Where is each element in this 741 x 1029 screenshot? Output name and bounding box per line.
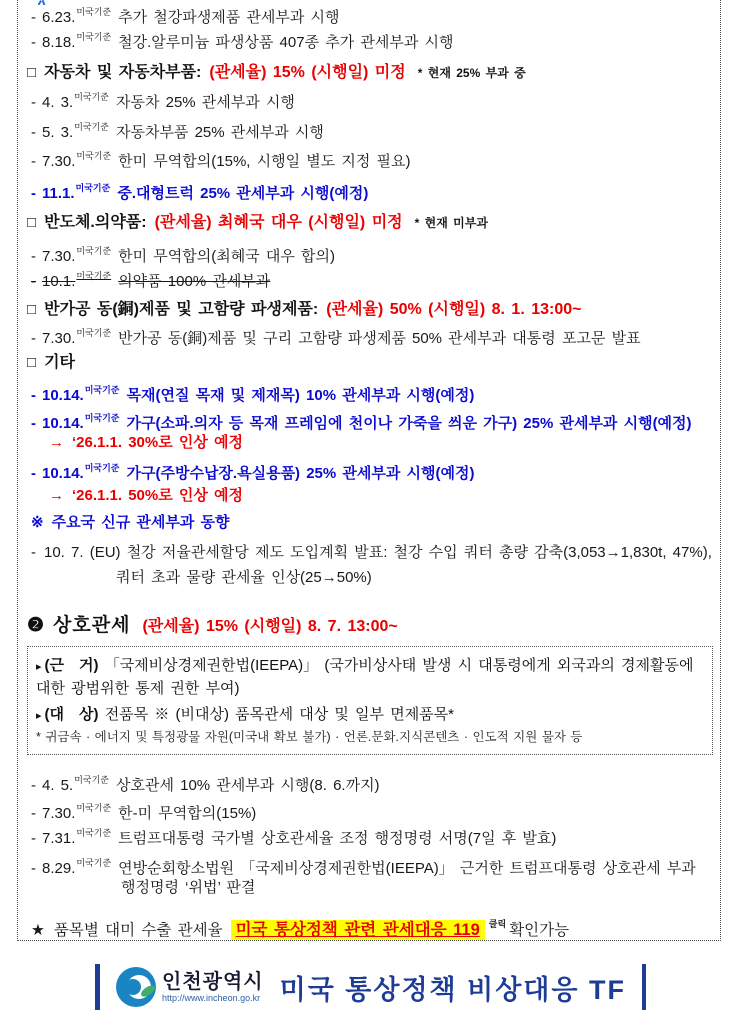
us-basis-superscript: 미국기준 bbox=[76, 7, 112, 17]
left-divider-bar bbox=[95, 964, 100, 1010]
dash: - bbox=[31, 330, 36, 347]
target-text: 전품목 ※ (비대상) 품목관세 대상 및 일부 면제품목* bbox=[104, 706, 454, 723]
dash: - bbox=[31, 153, 36, 170]
list-item-eu-line2 bbox=[116, 565, 372, 591]
item-date: 6.23. bbox=[42, 9, 76, 26]
target-label: (대 상) bbox=[44, 706, 99, 723]
item-text: 자동차 25% 관세부과 시행 bbox=[115, 94, 295, 111]
ref-text: 주요국 신규 관세부과 동향 bbox=[51, 514, 230, 531]
item-text: 가구(소파.의자 등 목재 프레임에 천이나 가죽을 씌운 가구) 25% 관세부과 시행(예정) bbox=[126, 415, 692, 432]
section-title: 자동차 및 자동차부품: bbox=[44, 64, 202, 81]
us-basis-superscript: 미국기준 bbox=[75, 183, 111, 193]
triangle-bullet-icon: ▸ bbox=[36, 710, 42, 722]
basis-text-line1: 「국제비상경제권한법(IEEPA)」 (국가비상사태 발생 시 대통령에게 외국과의 경제활동에 bbox=[104, 657, 694, 674]
section-title: 기타 bbox=[44, 354, 75, 371]
footer-title: 미국 통상정책 비상대응 TF bbox=[279, 974, 626, 1005]
dash: - bbox=[31, 273, 36, 290]
list-item-recip-0731 bbox=[31, 820, 556, 846]
us-basis-superscript: 미국기준 bbox=[74, 92, 109, 102]
section-header-semi bbox=[27, 209, 488, 237]
list-item-auto-0403 bbox=[31, 84, 295, 110]
item-text: 목재(연질 목재 및 제재목) 10% 관세부과 시행(예정) bbox=[126, 387, 475, 404]
us-basis-superscript: 미국기준 bbox=[84, 413, 120, 423]
dash: - bbox=[31, 124, 36, 141]
list-item-copper-0730 bbox=[31, 320, 641, 346]
list-item-recip-0829-line2 bbox=[121, 875, 255, 901]
list-item-auto-0730 bbox=[31, 143, 411, 169]
dash: - bbox=[31, 248, 36, 265]
list-item-auto-1101 bbox=[31, 175, 368, 201]
us-basis-superscript: 미국기준 bbox=[76, 271, 112, 281]
lookup-prefix: 품목별 대미 수출 관세율 bbox=[53, 922, 223, 939]
arrow-icon: → bbox=[49, 487, 64, 504]
item-date: 7.30. bbox=[42, 805, 76, 822]
section-tariff: (관세율) 15% (시행일) 미정 bbox=[209, 64, 406, 81]
item-date: 5. 3. bbox=[42, 124, 74, 141]
tariff-lookup-line bbox=[31, 909, 569, 939]
list-item-semi-1001-struck bbox=[31, 263, 270, 289]
square-bullet-icon: □ bbox=[27, 354, 37, 371]
item-text: 한-미 무역합의(15%) bbox=[118, 805, 257, 822]
incheon-org-block bbox=[162, 971, 264, 1004]
us-basis-superscript: 미국기준 bbox=[76, 246, 112, 256]
section-title: 반가공 동(銅)제품 및 고함량 파생제품: bbox=[44, 301, 319, 318]
box-footnote: * 귀금속 · 에너지 및 특정광물 자원(미국내 확보 불가) · 언론.문화.지식콘텐츠 · 인도적 지원 물자 등 bbox=[36, 730, 583, 744]
item-text: 한미 무역합의(최혜국 대우 합의) bbox=[118, 248, 336, 265]
list-item-steel-0623 bbox=[31, 0, 340, 25]
us-basis-superscript: 미국기준 bbox=[76, 828, 112, 838]
section-header-auto bbox=[27, 59, 526, 87]
item-text: 10. 7. (EU) 철강 저율관세할당 제도 도입계획 발표: 철강 수입 쿼터 총량 감축(3,053→1,830t, 47%), bbox=[44, 544, 712, 561]
list-item-recip-0829-line1 bbox=[31, 850, 696, 876]
item-date: 11.1. bbox=[42, 185, 75, 202]
item-date: 4. 3. bbox=[42, 94, 74, 111]
org-name: 인천광역시 bbox=[162, 970, 264, 993]
footer-banner bbox=[0, 958, 741, 1016]
dash: - bbox=[31, 830, 36, 847]
basis-label: (근 거) bbox=[44, 657, 99, 674]
item-text: 의약품 100% 관세부과 bbox=[118, 273, 271, 290]
reference-mark-icon: ※ bbox=[31, 514, 44, 531]
item-text: 쿼터 초과 물량 관세율 인상(25→50%) bbox=[116, 569, 372, 586]
item-text: 중.대형트럭 25% 관세부과 시행(예정) bbox=[117, 185, 369, 202]
section-title: 반도체.의약품: bbox=[44, 214, 147, 231]
list-item-recip-0405 bbox=[31, 767, 380, 793]
list-item-etc-lumber bbox=[31, 377, 474, 403]
item-text: 추가 철강파생제품 관세부과 시행 bbox=[118, 9, 340, 26]
section-tariff: (관세율) 최혜국 대우 (시행일) 미정 bbox=[154, 214, 403, 231]
arrow-text: ‘26.1.1. 50%로 인상 예정 bbox=[72, 487, 244, 504]
star-icon: ★ bbox=[31, 922, 45, 939]
basis-target-box bbox=[27, 646, 713, 755]
item-text: 가구(주방수납장.욕실용품) 25% 관세부과 시행(예정) bbox=[126, 465, 475, 482]
circled-two-icon: ❷ bbox=[27, 615, 45, 636]
incheon-logo-icon bbox=[116, 967, 156, 1007]
dash: - bbox=[31, 465, 36, 482]
dash: - bbox=[31, 415, 36, 432]
item-text: 트럼프대통령 국가별 상호관세율 조정 행정명령 서명(7일 후 발효) bbox=[118, 830, 557, 847]
item-date: 10.1. bbox=[42, 273, 76, 290]
us-basis-superscript: 미국기준 bbox=[76, 328, 112, 338]
item-text: 행정명령 ‘위법’ 판결 bbox=[121, 879, 256, 896]
section2-tariff: (관세율) 15% (시행일) 8. 7. 13:00~ bbox=[142, 618, 398, 635]
item-date: 7.30. bbox=[42, 153, 76, 170]
item-date: 8.29. bbox=[42, 860, 76, 877]
list-item-eu-line1 bbox=[31, 540, 712, 566]
item-date: 10.14. bbox=[42, 387, 84, 404]
item-text: 반가공 동(銅)제품 및 구리 고함량 파생제품 50% 관세부과 대통령 포고문 발표 bbox=[118, 330, 641, 347]
triangle-bullet-icon: ▸ bbox=[36, 661, 42, 673]
square-bullet-icon: □ bbox=[27, 214, 37, 231]
list-item-steel-0818 bbox=[31, 24, 454, 50]
ref-note-major-countries bbox=[31, 510, 229, 536]
org-url[interactable]: http://www.incheon.go.kr bbox=[162, 992, 261, 1003]
dash: - bbox=[31, 805, 36, 822]
us-basis-superscript: 미국기준 bbox=[76, 151, 112, 161]
list-item-etc-furniture2 bbox=[31, 455, 474, 481]
lookup-suffix: 확인가능 bbox=[509, 922, 570, 939]
square-bullet-icon: □ bbox=[27, 64, 37, 81]
section-note: * 현재 미부과 bbox=[414, 216, 488, 230]
dash: - bbox=[31, 387, 36, 404]
arrow-note-30pct bbox=[49, 430, 243, 456]
us-basis-superscript: 미국기준 bbox=[84, 385, 120, 395]
basis-line2 bbox=[36, 678, 704, 700]
dash: - bbox=[31, 777, 36, 794]
document-frame bbox=[17, 0, 721, 941]
us-basis-superscript: 미국기준 bbox=[74, 122, 109, 132]
arrow-note-50pct bbox=[49, 483, 243, 509]
item-text: 자동차부품 25% 관세부과 시행 bbox=[115, 124, 324, 141]
item-text: 한미 무역합의(15%, 시행일 별도 지정 필요) bbox=[118, 153, 411, 170]
tariff-response-119-link[interactable]: 미국 통상정책 관련 관세대응 119 bbox=[231, 920, 485, 940]
us-basis-superscript: 미국기준 bbox=[74, 775, 109, 785]
item-date: 7.31. bbox=[42, 830, 76, 847]
us-basis-superscript: 미국기준 bbox=[76, 858, 112, 868]
section-note: * 현재 25% 부과 중 bbox=[417, 66, 526, 80]
item-text: 연방순회항소법원 「국제비상경제권한법(IEEPA)」 근거한 트럼프대통령 상호관세 부과 bbox=[118, 860, 696, 877]
item-text: 철강.알루미늄 파생상품 407종 추가 관세부과 시행 bbox=[118, 34, 454, 51]
section2-title: 상호관세 bbox=[53, 615, 131, 636]
arrow-text: ‘26.1.1. 30%로 인상 예정 bbox=[72, 434, 244, 451]
dash: - bbox=[31, 94, 36, 111]
arrow-icon: → bbox=[49, 434, 64, 451]
item-date: 7.30. bbox=[42, 330, 76, 347]
click-superscript: 클릭 bbox=[488, 919, 507, 929]
dash: - bbox=[31, 544, 36, 561]
dash: - bbox=[31, 860, 36, 877]
item-date: 10.14. bbox=[42, 415, 84, 432]
item-date: 8.18. bbox=[42, 34, 76, 51]
basis-text-line2: 대한 광범위한 통제 권한 부여) bbox=[36, 680, 240, 697]
target-line bbox=[36, 704, 704, 727]
item-date: 10.14. bbox=[42, 465, 84, 482]
list-item-auto-0503 bbox=[31, 114, 324, 140]
us-basis-superscript: 미국기준 bbox=[76, 32, 112, 42]
section-tariff: (관세율) 50% (시행일) 8. 1. 13:00~ bbox=[326, 301, 582, 318]
basis-line bbox=[36, 655, 704, 678]
right-divider-bar bbox=[642, 964, 646, 1010]
list-item-semi-0730 bbox=[31, 238, 335, 264]
item-date: 7.30. bbox=[42, 248, 76, 265]
dash: - bbox=[31, 9, 36, 26]
dash: - bbox=[31, 185, 36, 202]
us-basis-superscript: 미국기준 bbox=[84, 463, 120, 473]
item-text: 상호관세 10% 관세부과 시행(8. 6.까지) bbox=[115, 777, 380, 794]
dash: - bbox=[31, 34, 36, 51]
square-bullet-icon: □ bbox=[27, 301, 37, 318]
list-item-recip-0730 bbox=[31, 795, 256, 821]
list-item-etc-furniture1 bbox=[31, 405, 692, 431]
item-date: 4. 5. bbox=[42, 777, 74, 794]
section-header-etc bbox=[27, 349, 75, 377]
section2-header bbox=[27, 610, 398, 642]
us-basis-superscript: 미국기준 bbox=[76, 803, 112, 813]
